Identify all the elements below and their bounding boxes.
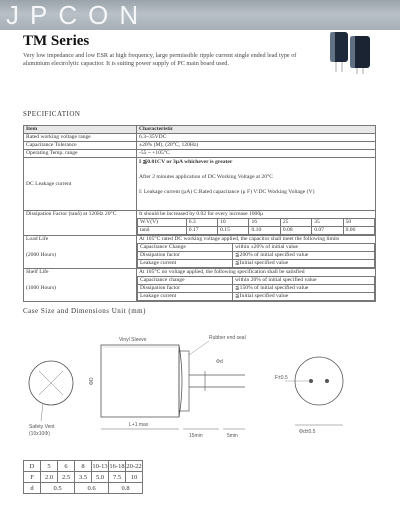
brand-banner <box>0 0 400 30</box>
dissipation-note: It should be increased by 0.02 for every increase 1000μ <box>139 211 264 217</box>
criterion: Capacitance Change <box>138 244 233 252</box>
series-description: Very low impedance and low ESR at high frequency, large permissible ripple current single ended lead type of aluminium electrolytic capacitor. It is suiting power supply of PC main board used. <box>23 52 297 67</box>
cell: 0.5 <box>41 483 75 494</box>
leakage-legend: I: Leakage current (μA) C:Rated capacitance (μ F) V:DC Working Voltage (V) <box>139 189 315 195</box>
wv-label: W.V(V) <box>138 219 187 227</box>
row-label: Rated working voltage range <box>24 134 137 142</box>
voltage-cell: 35 <box>312 219 343 227</box>
row-label: DC Leakage current <box>24 158 137 211</box>
tan-cell: 0.17 <box>186 227 217 235</box>
row-label: F <box>24 472 41 483</box>
shelf-life-row <box>24 269 376 302</box>
item-header: Item <box>24 126 137 134</box>
safety-vent-label: Safety Vent <box>29 424 55 430</box>
leakage-formula: I ≦0.01CV or 3μA whichever is greater <box>139 159 233 165</box>
voltage-cell: 6.3 <box>186 219 217 227</box>
load-life-table <box>137 243 375 268</box>
cell: 3.5 <box>75 472 92 483</box>
specification-heading: SPECIFICATION <box>23 110 81 118</box>
tan-cell: 0.10 <box>249 227 280 235</box>
dissipation-table <box>137 218 375 235</box>
lead-diameter-label: Φd <box>216 359 223 365</box>
table-row <box>24 472 143 483</box>
tan-cell: 0.08 <box>280 227 311 235</box>
voltage-cell: 16 <box>249 219 280 227</box>
row-label: D <box>24 461 41 472</box>
row-label: Operating Temp. range <box>24 150 137 158</box>
cell: 0.6 <box>75 483 109 494</box>
body-diameter-label: ΦD <box>89 377 95 385</box>
diameter-tolerance-label: Φd±0.5 <box>299 429 316 435</box>
cell: 6 <box>58 461 75 472</box>
criterion: Leakage current <box>138 260 233 268</box>
length-label: L+1 max <box>129 422 149 428</box>
table-row <box>24 134 376 142</box>
lead-spacing-label: F±0.5 <box>275 375 288 381</box>
cell: 2.0 <box>41 472 58 483</box>
voltage-cell: 10 <box>218 219 249 227</box>
cell: 0.8 <box>109 483 143 494</box>
vinyl-sleeve-label: Vinyl Sleeve <box>119 337 147 343</box>
criterion: Capacitance change <box>138 277 233 285</box>
cell: 2.5 <box>58 472 75 483</box>
criterion: Dissipation factor <box>138 285 233 293</box>
case-size-heading: Case Size and Dimensions Unit (mm) <box>23 307 146 315</box>
safety-vent-sub: (10x10Φ) <box>29 431 50 437</box>
criterion-value: within ±20% of initial value <box>233 244 375 252</box>
shelf-life-desc: At 105°C no voltage applied, the following specification shall be satisfied <box>139 269 305 275</box>
cell: 20-22 <box>126 462 142 470</box>
table-header-row <box>24 126 376 134</box>
criterion-value: ≦Initial specified value <box>233 293 375 301</box>
table-row <box>24 461 143 472</box>
voltage-cell: 25 <box>280 219 311 227</box>
criterion: Dissipation factor <box>138 252 233 260</box>
row-label: Load Life <box>26 236 49 242</box>
lead-5min-label: 5min <box>227 433 238 439</box>
cell: 10-13 <box>92 462 108 470</box>
dimension-diagram <box>23 325 378 450</box>
table-row <box>24 150 376 158</box>
specification-table <box>23 125 376 302</box>
criterion-value: ≦150% of initial specified value <box>233 285 375 293</box>
row-value: -55 ~ +105°C <box>137 150 376 158</box>
load-life-desc: At 105°C rated DC working voltage applied, the capacitor shall meet the following limits <box>139 236 340 242</box>
row-label: Shelf Life <box>26 269 49 275</box>
table-row <box>24 483 143 494</box>
cell: 16-18 <box>109 462 125 470</box>
cell: 7.5 <box>109 472 126 483</box>
tan-cell: 0.15 <box>218 227 249 235</box>
leakage-condition: After 2 minutes application of DC Working Voltage at 20°C <box>139 174 273 180</box>
rubber-seal-label: Rubber end seal <box>209 335 246 341</box>
criterion-value: within 20% of initial specified value <box>233 277 375 285</box>
brand-logo: JPCON <box>6 0 150 30</box>
shelf-life-hours: (1000 Hours) <box>26 285 56 291</box>
tan-cell: 0.06 <box>343 227 374 235</box>
row-value: ±20% (M), (20°C, 120Hz) <box>137 142 376 150</box>
capacitor-photo <box>320 30 380 74</box>
row-label: Capacitance Tolerance <box>24 142 137 150</box>
table-row <box>24 142 376 150</box>
series-title: TM Series <box>23 33 90 49</box>
dimension-table <box>23 460 143 494</box>
cell: 5.0 <box>92 472 109 483</box>
row-value: 6.3~35VDC <box>137 134 376 142</box>
criterion: Leakage current <box>138 293 233 301</box>
tan-label: tanδ <box>138 227 187 235</box>
dissipation-row <box>24 211 376 236</box>
leakage-row <box>24 158 376 211</box>
tan-cell: 0.07 <box>312 227 343 235</box>
row-label: Dissipation Factor (tanδ) at 120Hz 20°C <box>24 211 137 236</box>
characteristic-header: Characteristic <box>137 126 376 134</box>
cell: 5 <box>41 461 58 472</box>
load-life-hours: (2000 Hours) <box>26 252 56 258</box>
cell: 8 <box>75 461 92 472</box>
row-label: d <box>24 483 41 494</box>
cell: 10 <box>126 472 143 483</box>
load-life-row <box>24 236 376 269</box>
criterion-value: ≦Initial specified value <box>233 260 375 268</box>
voltage-cell: 50 <box>343 219 374 227</box>
shelf-life-table <box>137 276 375 301</box>
criterion-value: ≦200% of initial specified value <box>233 252 375 260</box>
lead-15min-label: 15min <box>189 433 203 439</box>
